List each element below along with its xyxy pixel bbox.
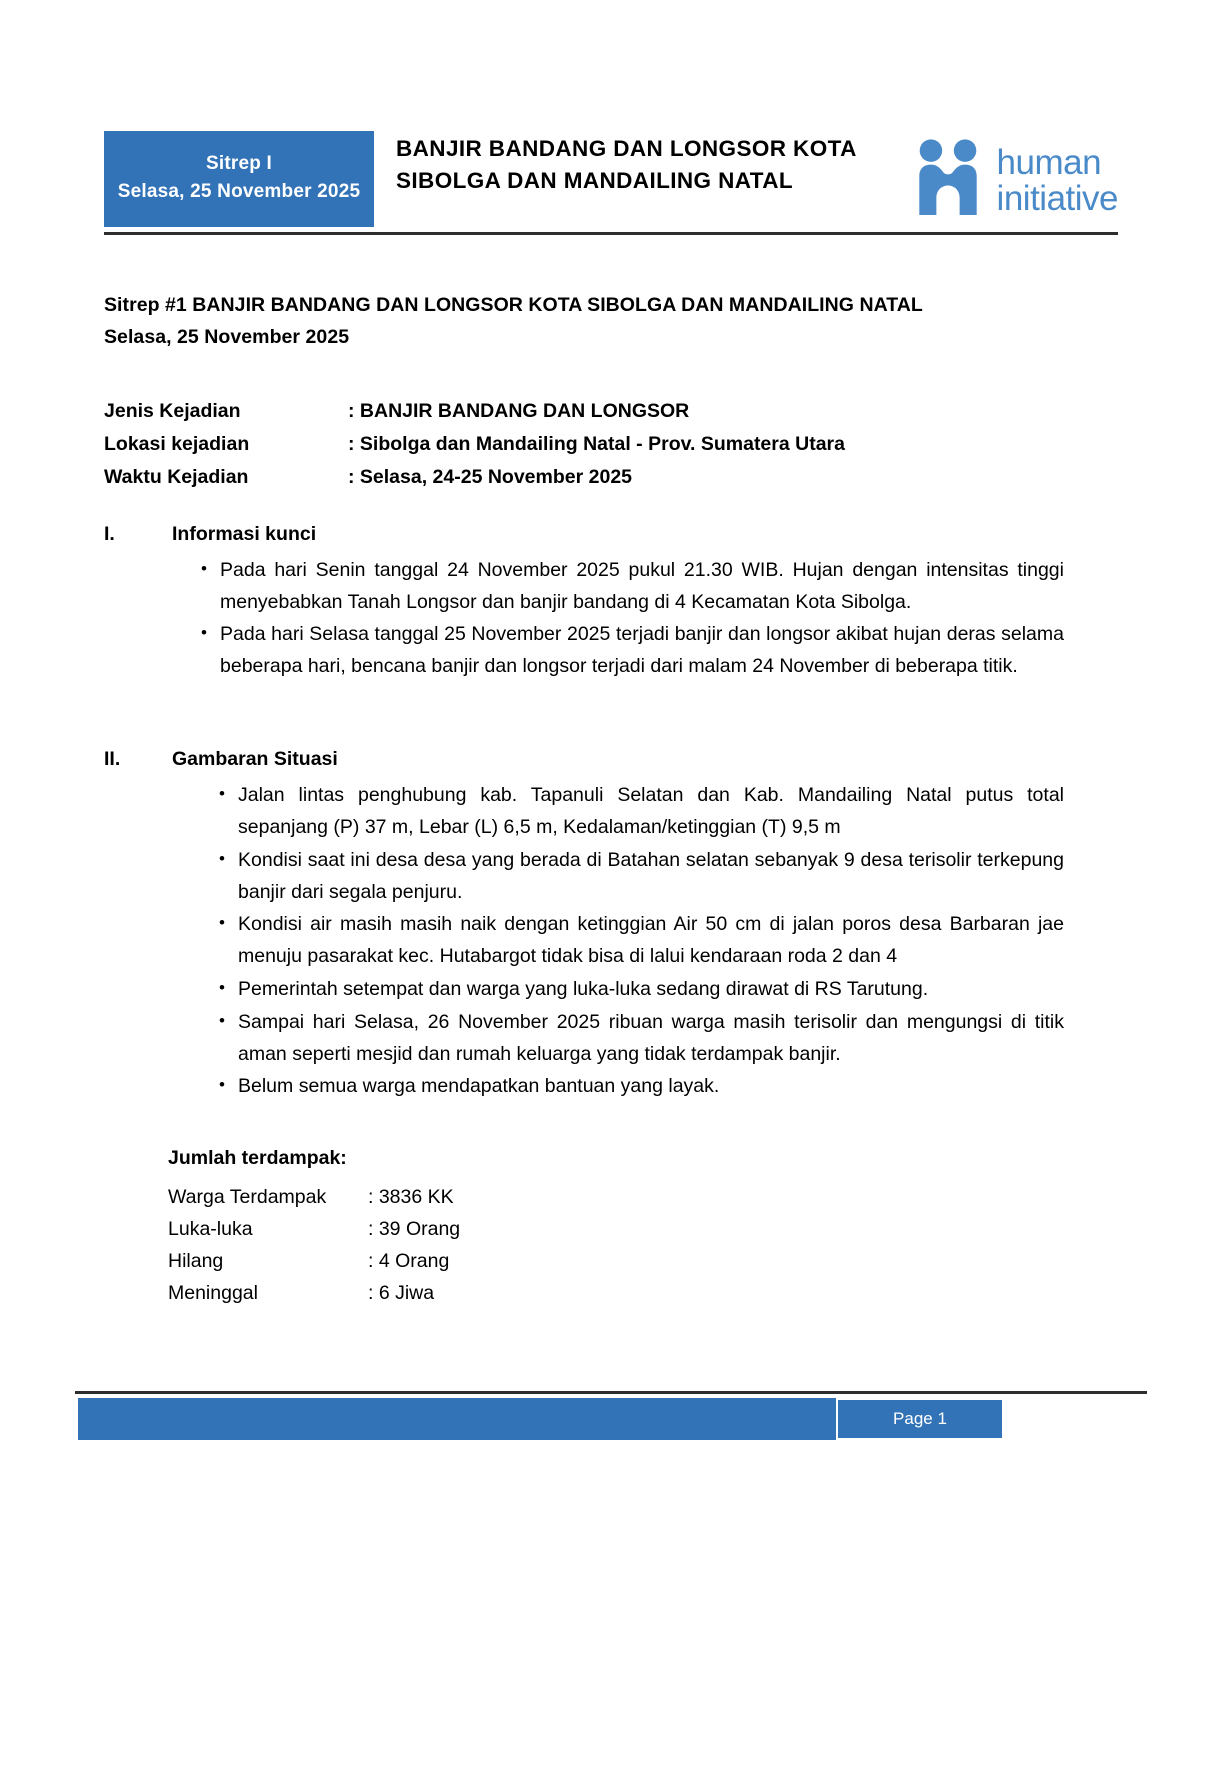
- document-header: [104, 131, 1118, 227]
- logo-text-line2: initiative: [996, 179, 1118, 218]
- bullet-icon: •: [219, 977, 225, 997]
- list-item-text: Pemerintah setempat dan warga yang luka-luka sedang dirawat di RS Tarutung.: [238, 977, 929, 1000]
- list-item-text: Sampai hari Selasa, 26 November 2025 ribuan warga masih terisolir dan mengungsi di titik aman seperti mesjid dan rumah keluarga yang tidak terdampak banjir.: [238, 1010, 1064, 1065]
- detail-row: [104, 395, 1064, 428]
- impact-value: : 39 Orang: [368, 1217, 461, 1240]
- sitrep-badge-line2: Selasa, 25 November 2025: [117, 181, 361, 202]
- detail-value: : Selasa, 24-25 November 2025: [348, 466, 633, 489]
- bullet-icon: •: [201, 622, 207, 642]
- human-initiative-logo-icon: [909, 139, 987, 215]
- section-heading: [104, 745, 1064, 774]
- sitrep-badge-line1: Sitrep I: [205, 153, 272, 175]
- section-gambaran-situasi: [104, 745, 1064, 1104]
- list-item: [188, 555, 1064, 619]
- detail-value: : Sibolga dan Mandailing Natal - Prov. Sumatera Utara: [348, 433, 845, 456]
- footer-divider: [75, 1391, 1147, 1394]
- list-item-text: Jalan lintas penghubung kab. Tapanuli Selatan dan Kab. Mandailing Natal putus total sepanjang (P) 37 m, Lebar (L) 6,5 m, Kedalaman/ketinggian (T) 9,5 m: [238, 784, 1064, 839]
- section-number: II.: [104, 748, 121, 770]
- list-item: [206, 845, 1064, 909]
- section-bullet-list: [188, 555, 1064, 682]
- section-informasi-kunci: [104, 520, 1064, 682]
- section-number: I.: [104, 523, 115, 545]
- list-item-text: Belum semua warga mendapatkan bantuan yang layak.: [238, 1075, 720, 1098]
- detail-label: Lokasi kejadian: [104, 433, 250, 456]
- impact-row: [168, 1278, 688, 1310]
- detail-value: : BANJIR BANDANG DAN LONGSOR: [348, 400, 690, 422]
- logo-text-line1: human: [996, 143, 1102, 182]
- list-item-text: Kondisi air masih masih naik dengan ketinggian Air 50 cm di jalan poros desa Barbaran jae menuju pasarakat kec. Hutabargot tidak bisa di lalui kendaraan roda 2 dan 4: [238, 913, 1064, 968]
- impact-row: [168, 1246, 688, 1278]
- human-initiative-wordmark: [997, 139, 1118, 216]
- bullet-icon: •: [219, 1010, 225, 1030]
- header-title: BANJIR BANDANG DAN LONGSOR KOTA SIBOLGA DAN MANDAILING NATAL: [396, 136, 856, 194]
- list-item-text: Kondisi saat ini desa desa yang berada di Batahan selatan sebanyak 9 desa terisolir terkepung banjir dari segala penjuru.: [238, 848, 1064, 903]
- impact-label: Luka-luka: [168, 1217, 253, 1240]
- list-item-text: Pada hari Selasa tanggal 25 November 2025 terjadi banjir dan longsor akibat hujan deras selama beberapa hari, bencana banjir dan longsor terjadi dari malam 24 November di beberapa titik.: [220, 622, 1064, 677]
- detail-label: Jenis Kejadian: [104, 400, 241, 422]
- bullet-icon: •: [219, 1075, 225, 1095]
- impact-label: Warga Terdampak: [168, 1186, 327, 1209]
- section-title: Informasi kunci: [172, 523, 317, 545]
- impact-label: Hilang: [168, 1249, 224, 1272]
- detail-row: [104, 428, 1064, 461]
- list-item: [206, 974, 1064, 1006]
- page-title: [104, 290, 1064, 353]
- bullet-icon: •: [219, 848, 225, 868]
- page-title-line2: Selasa, 25 November 2025: [104, 325, 350, 348]
- section-bullet-list: [206, 780, 1064, 1103]
- page-title-line1: Sitrep #1 BANJIR BANDANG DAN LONGSOR KOTA SIBOLGA DAN MANDAILING NATAL: [104, 294, 923, 316]
- bullet-icon: •: [219, 913, 225, 933]
- impact-row: [168, 1214, 688, 1246]
- list-item: [206, 780, 1064, 844]
- bullet-icon: •: [219, 784, 225, 804]
- human-initiative-logo: [886, 131, 1118, 216]
- section-heading: [104, 520, 1064, 549]
- impact-summary-title: Jumlah terdampak:: [168, 1147, 347, 1169]
- bullet-icon: •: [201, 559, 207, 579]
- event-details: [104, 395, 1064, 494]
- impact-value: : 3836 KK: [368, 1186, 454, 1209]
- impact-label: Meninggal: [168, 1281, 258, 1304]
- detail-row: [104, 461, 1064, 494]
- impact-row: [168, 1182, 688, 1214]
- impact-value: : 6 Jiwa: [368, 1281, 435, 1304]
- header-divider: [104, 232, 1118, 235]
- list-item-text: Pada hari Senin tanggal 24 November 2025 pukul 21.30 WIB. Hujan dengan intensitas tinggi menyebabkan Tanah Longsor dan banjir bandang di 4 Kecamatan Kota Sibolga.: [220, 559, 1064, 614]
- impact-value: : 4 Orang: [368, 1249, 450, 1272]
- detail-label: Waktu Kejadian: [104, 466, 249, 489]
- sitrep-badge: [104, 131, 374, 227]
- list-item: [206, 1007, 1064, 1071]
- list-item: [206, 1071, 1064, 1103]
- page-number-badge: Page 1: [836, 1398, 1004, 1440]
- list-item: [188, 619, 1064, 683]
- list-item: [206, 909, 1064, 973]
- impact-summary: [168, 1143, 688, 1309]
- section-title: Gambaran Situasi: [172, 748, 338, 770]
